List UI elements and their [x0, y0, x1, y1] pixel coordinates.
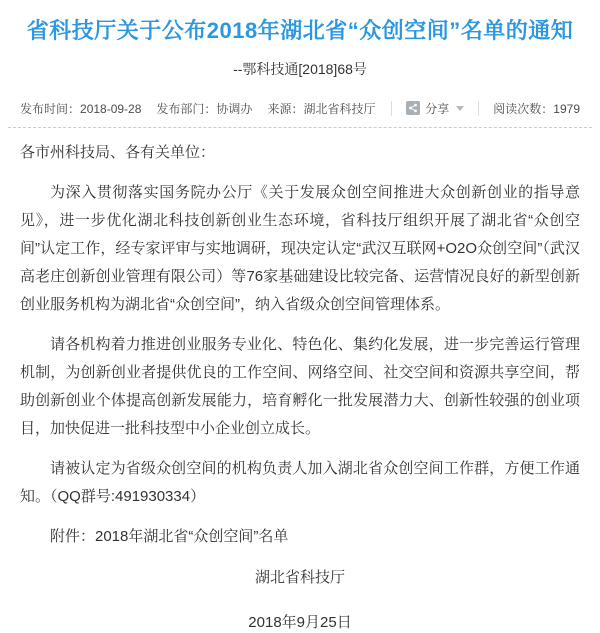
publish-time-label: 发布时间：: [20, 101, 81, 116]
share-label: 分享: [425, 101, 450, 116]
document-number: --鄂科技通[2018]68号: [233, 61, 367, 77]
dashed-divider: [8, 127, 592, 128]
attachment-line: 附件：2018年湖北省“众创空间”名单: [50, 528, 289, 545]
view-count: [493, 100, 580, 117]
share-icon: [406, 101, 420, 115]
paragraph: 请各机构着力推进创业服务专业化、特色化、集约化发展，进一步完善运行管理机制，为创新创业者提供优良的工作空间、网络空间、社交空间和资源共享空间，帮助创新创业个体提高创新发展能力，培育孵化一批发展潜力大、创新性较强的创业项目，加快促进一批科技型中小企业创立成长。: [20, 336, 580, 437]
signature-date: 2018年9月25日: [248, 614, 352, 631]
view-count-value: 1979: [553, 101, 580, 116]
meta-info: [20, 100, 375, 117]
paragraph: 请被认定为省级众创空间的机构负责人加入湖北省众创空间工作群，方便工作通知。（QQ群号:491930334）: [20, 460, 580, 505]
meta-bar: [20, 99, 580, 117]
vertical-divider: [478, 101, 479, 116]
signature: 湖北省科技厅: [254, 569, 345, 586]
share-button[interactable]: [406, 100, 464, 117]
meta-actions: [391, 100, 580, 117]
vertical-divider: [391, 101, 392, 116]
source-value: 湖北省科技厅: [303, 101, 376, 116]
publish-time-value: 2018-09-28: [80, 101, 142, 116]
publish-time: [20, 100, 141, 117]
publish-department: [156, 100, 252, 117]
publish-department-label: 发布部门：: [156, 101, 217, 116]
page-title: 省科技厅关于公布2018年湖北省“众创空间”名单的通知: [26, 18, 574, 43]
publish-department-value: 协调办: [216, 101, 253, 116]
source-label: 来源：: [267, 101, 304, 116]
paragraph: 为深入贯彻落实国务院办公厅《关于发展众创空间推进大众创新创业的指导意见》，进一步优化湖北科技创新创业生态环境，省科技厅组织开展了湖北省“众创空间”认定工作，经专家评审与实地调研，现决定认定“武汉互联网+O2O众创空间”（武汉高老庄创新创业管理有限公司）等76家基础建设比较完备、运营情况良好的新型创新创业服务机构为湖北省“众创空间”，纳入省级众创空间管理体系。: [20, 184, 580, 313]
source: [267, 100, 375, 117]
chevron-down-icon: [456, 106, 464, 111]
view-count-label: 阅读次数：: [493, 101, 554, 116]
greeting-line: 各市州科技局、各有关单位：: [20, 144, 216, 161]
article-body: [20, 139, 580, 633]
